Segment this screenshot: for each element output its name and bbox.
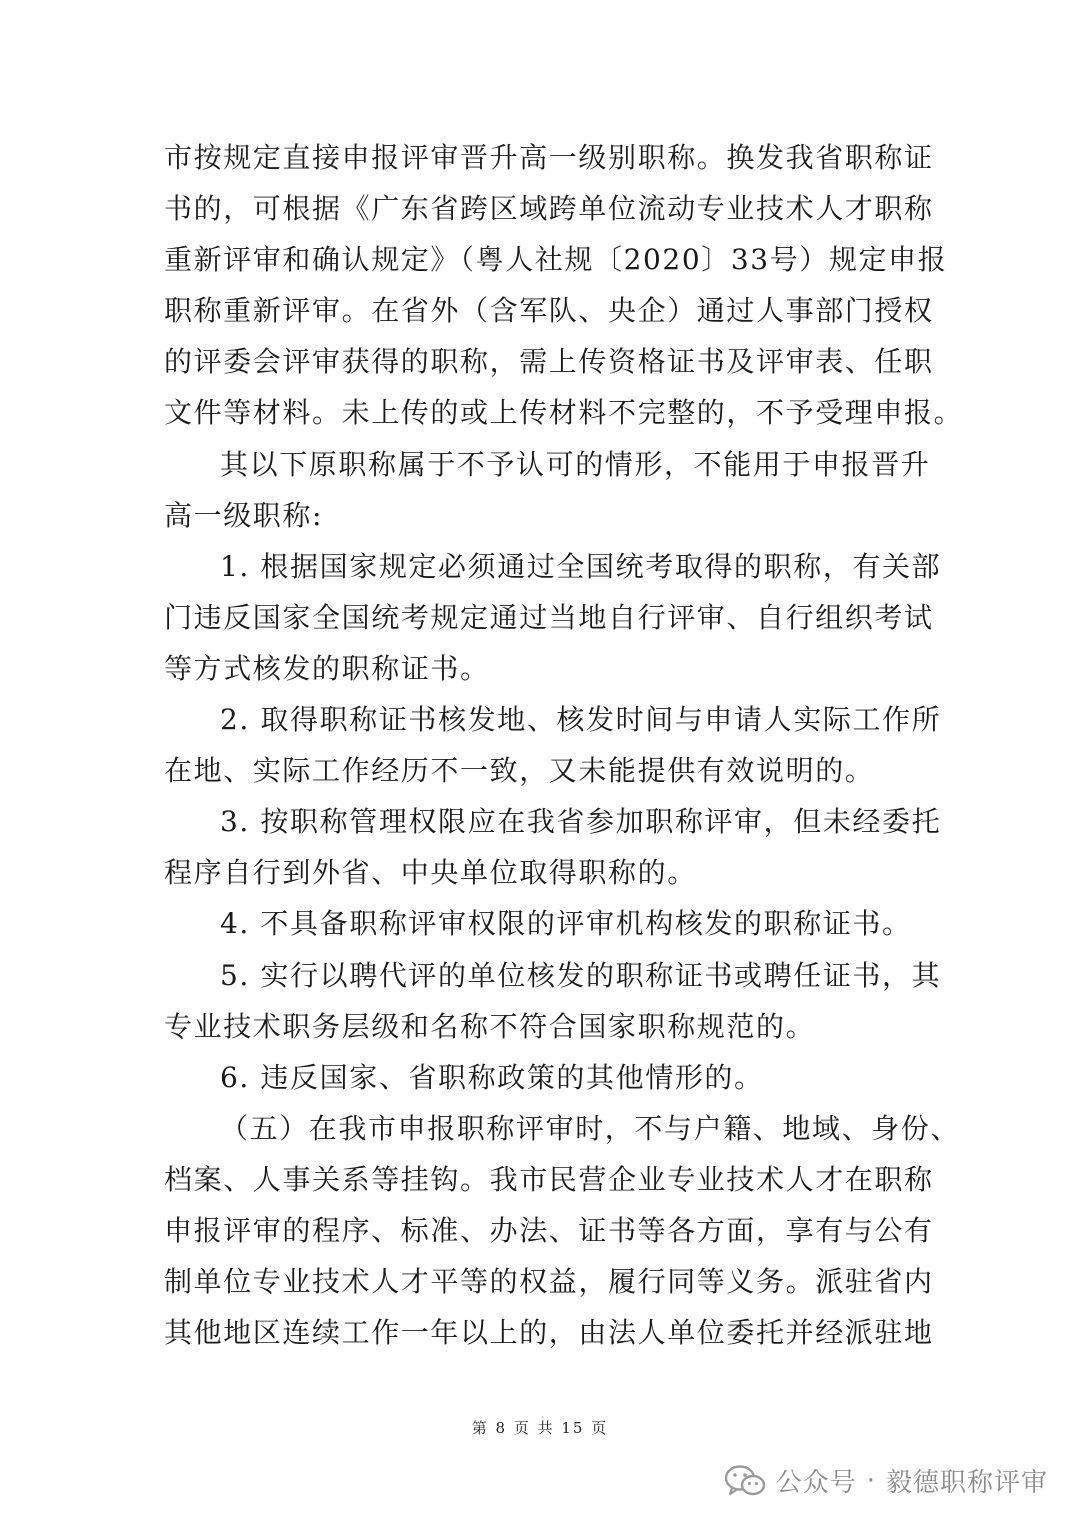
body-text	[164, 132, 964, 1358]
list-item-3: 3. 按职称管理权限应在我省参加职称评审，但未经委托	[220, 805, 942, 839]
list-item-2: 2. 取得职称证书核发地、核发时间与申请人实际工作所	[220, 703, 942, 737]
watermark	[724, 1462, 1048, 1499]
watermark-separator: ·	[866, 1465, 876, 1496]
text-line: 在地、实际工作经历不一致，又未能提供有效说明的。	[164, 754, 875, 788]
list-item-1: 1. 根据国家规定必须通过全国统考取得的职称，有关部	[220, 549, 942, 583]
text-line: 等方式核发的职称证书。	[164, 651, 490, 685]
text-line: 专业技术职务层级和名称不符合国家职称规范的。	[164, 1009, 816, 1043]
text-line: 申报评审的程序、标准、办法、证书等各方面，享有与公有	[164, 1213, 934, 1247]
text-line: 档案、人事关系等挂钩。我市民营企业专业技术人才在职称	[164, 1162, 934, 1196]
text-line: 文件等材料。未上传的或上传材料不完整的，不予受理申报。	[164, 396, 964, 430]
text-line: 门违反国家全国统考规定通过当地自行评审、自行组织考试	[164, 600, 934, 634]
wechat-icon	[724, 1464, 766, 1498]
text-line: 程序自行到外省、中央单位取得职称的。	[164, 856, 697, 890]
text-line: 的评委会评审获得的职称，需上传资格证书及评审表、任职	[164, 345, 934, 379]
text-line: 市按规定直接申报评审晋升高一级别职称。换发我省职称证	[164, 141, 934, 174]
list-item-6: 6. 违反国家、省职称政策的其他情形的。	[220, 1060, 764, 1094]
watermark-account: 毅德职称评审	[885, 1468, 1048, 1498]
list-item-5: 5. 实行以聘代评的单位核发的职称证书或聘任证书，其	[220, 958, 942, 992]
text-line: 高一级职称:	[164, 498, 324, 532]
text-line: 其以下原职称属于不予认可的情形，不能用于申报晋升	[220, 447, 931, 481]
list-item-4: 4. 不具备职称评审权限的评审机构核发的职称证书。	[220, 907, 912, 941]
text-line: 书的，可根据《广东省跨区域跨单位流动专业技术人才职称	[164, 192, 934, 226]
watermark-label: 公众号	[775, 1468, 857, 1498]
text-line: 其他地区连续工作一年以上的，由法人单位委托并经派驻地	[164, 1316, 934, 1350]
text-line: 职称重新评审。在省外（含军队、央企）通过人事部门授权	[164, 294, 934, 328]
text-line: 重新评审和确认规定》（粤人社规〔2020〕33号）规定申报	[164, 243, 948, 277]
section-five-heading: （五）在我市申报职称评审时，不与户籍、地域、身份、	[220, 1111, 961, 1145]
page-number: 第 8 页 共 15 页	[471, 1419, 609, 1437]
text-line: 制单位专业技术人才平等的权益，履行同等义务。派驻省内	[164, 1265, 934, 1299]
